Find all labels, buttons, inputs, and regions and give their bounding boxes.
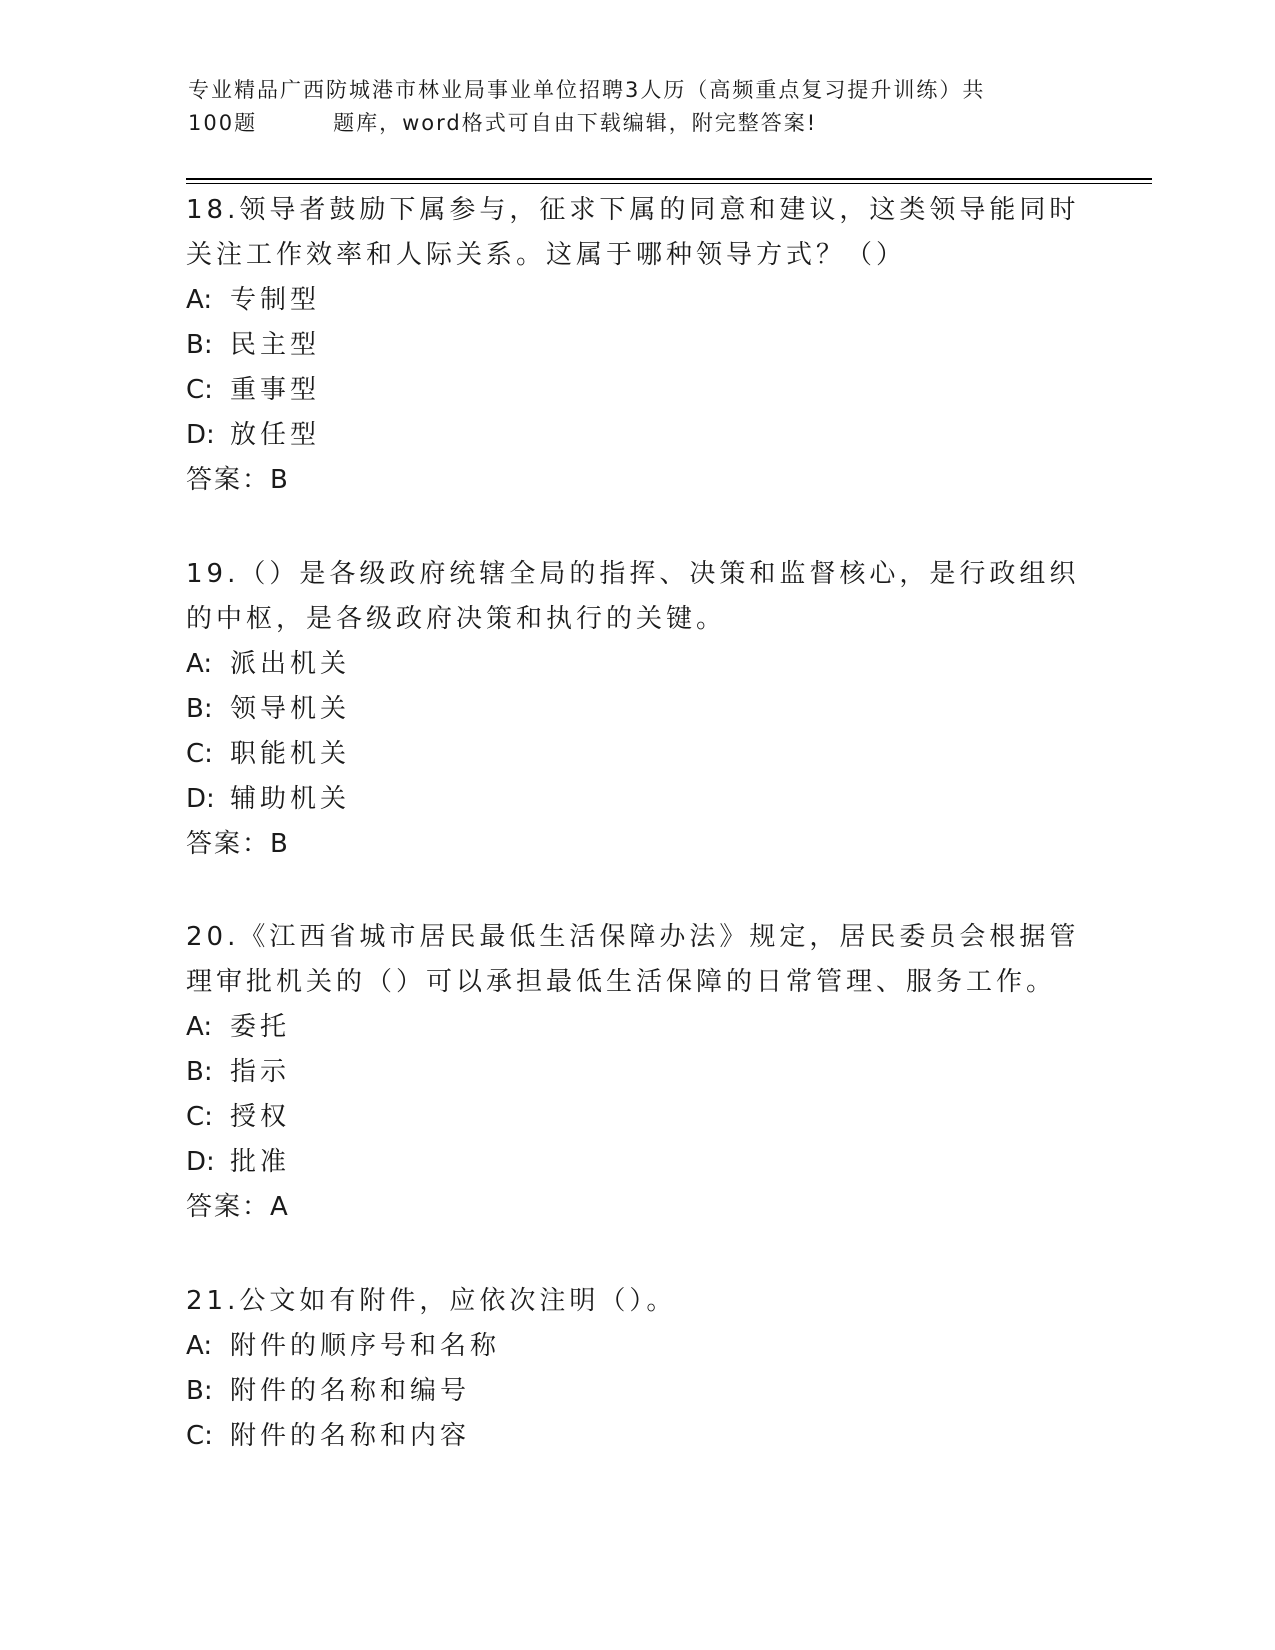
option-letter: A: xyxy=(186,649,213,679)
option-d xyxy=(186,413,1086,458)
option-c xyxy=(186,368,1086,413)
question-stem: 21.公文如有附件，应依次注明（）。 xyxy=(186,1286,677,1316)
question-stem: 20.《江西省城市居民最低生活保障办法》规定，居民委员会根据管理审批机关的（）可以承担最低生活保障的日常管理、服务工作。 xyxy=(186,922,1080,997)
option-letter: B: xyxy=(186,330,213,360)
option-letter: A: xyxy=(186,1331,213,1361)
option-a xyxy=(186,278,1086,323)
option-letter: B: xyxy=(186,1376,213,1406)
option-text: 附件的顺序号和名称 xyxy=(230,1331,501,1361)
option-text: 授权 xyxy=(230,1102,291,1132)
header-subtitle: 题库，word格式可自由下载编辑，附完整答案! xyxy=(333,111,818,135)
question-stem: 18.领导者鼓励下属参与，征求下属的同意和建议，这类领导能同时关注工作效率和人际关系。这属于哪种领导方式？（） xyxy=(186,195,1080,270)
option-letter: D: xyxy=(186,1147,215,1177)
question-19 xyxy=(186,552,1086,867)
option-letter: B: xyxy=(186,694,213,724)
option-d xyxy=(186,1140,1086,1185)
option-letter: B: xyxy=(186,1057,213,1087)
question-21 xyxy=(186,1279,1086,1459)
answer-line: 答案：B xyxy=(186,465,290,495)
option-a xyxy=(186,1324,1086,1369)
option-text: 民主型 xyxy=(230,330,321,360)
option-text: 领导机关 xyxy=(230,694,351,724)
question-18 xyxy=(186,188,1086,503)
option-letter: D: xyxy=(186,784,215,814)
option-c xyxy=(186,1414,1086,1459)
answer-line: 答案：A xyxy=(186,1192,290,1222)
option-c xyxy=(186,732,1086,777)
header-rule-thick xyxy=(186,178,1152,180)
option-d xyxy=(186,777,1086,822)
option-text: 放任型 xyxy=(230,420,321,450)
option-text: 委托 xyxy=(230,1012,291,1042)
answer-line: 答案：B xyxy=(186,829,290,859)
option-c xyxy=(186,1095,1086,1140)
option-b xyxy=(186,323,1086,368)
option-letter: C: xyxy=(186,375,213,405)
option-text: 附件的名称和编号 xyxy=(230,1376,471,1406)
option-text: 职能机关 xyxy=(230,739,351,769)
option-b xyxy=(186,1369,1086,1414)
question-stem: 19.（）是各级政府统辖全局的指挥、决策和监督核心，是行政组织的中枢，是各级政府决策和执行的关键。 xyxy=(186,559,1080,634)
option-letter: A: xyxy=(186,285,213,315)
option-text: 专制型 xyxy=(230,285,321,315)
question-20 xyxy=(186,915,1086,1230)
option-text: 附件的名称和内容 xyxy=(230,1421,471,1451)
option-letter: D: xyxy=(186,420,215,450)
option-text: 重事型 xyxy=(230,375,321,405)
option-text: 辅助机关 xyxy=(230,784,351,814)
option-text: 派出机关 xyxy=(230,649,351,679)
option-a xyxy=(186,642,1086,687)
option-text: 批准 xyxy=(230,1147,291,1177)
option-letter: C: xyxy=(186,1102,213,1132)
document-header xyxy=(188,74,1068,140)
option-text: 指示 xyxy=(230,1057,291,1087)
header-title-line1: 专业精品广西防城港市林业局事业单位招聘3人历（高频重点复习提升训练）共 xyxy=(188,78,986,102)
option-b xyxy=(186,687,1086,732)
option-letter: C: xyxy=(186,1421,213,1451)
option-letter: A: xyxy=(186,1012,213,1042)
option-letter: C: xyxy=(186,739,213,769)
header-rule-thin xyxy=(186,183,1152,184)
header-title-line2 xyxy=(188,107,1068,140)
header-count: 100题 xyxy=(188,111,258,135)
option-a xyxy=(186,1005,1086,1050)
option-b xyxy=(186,1050,1086,1095)
